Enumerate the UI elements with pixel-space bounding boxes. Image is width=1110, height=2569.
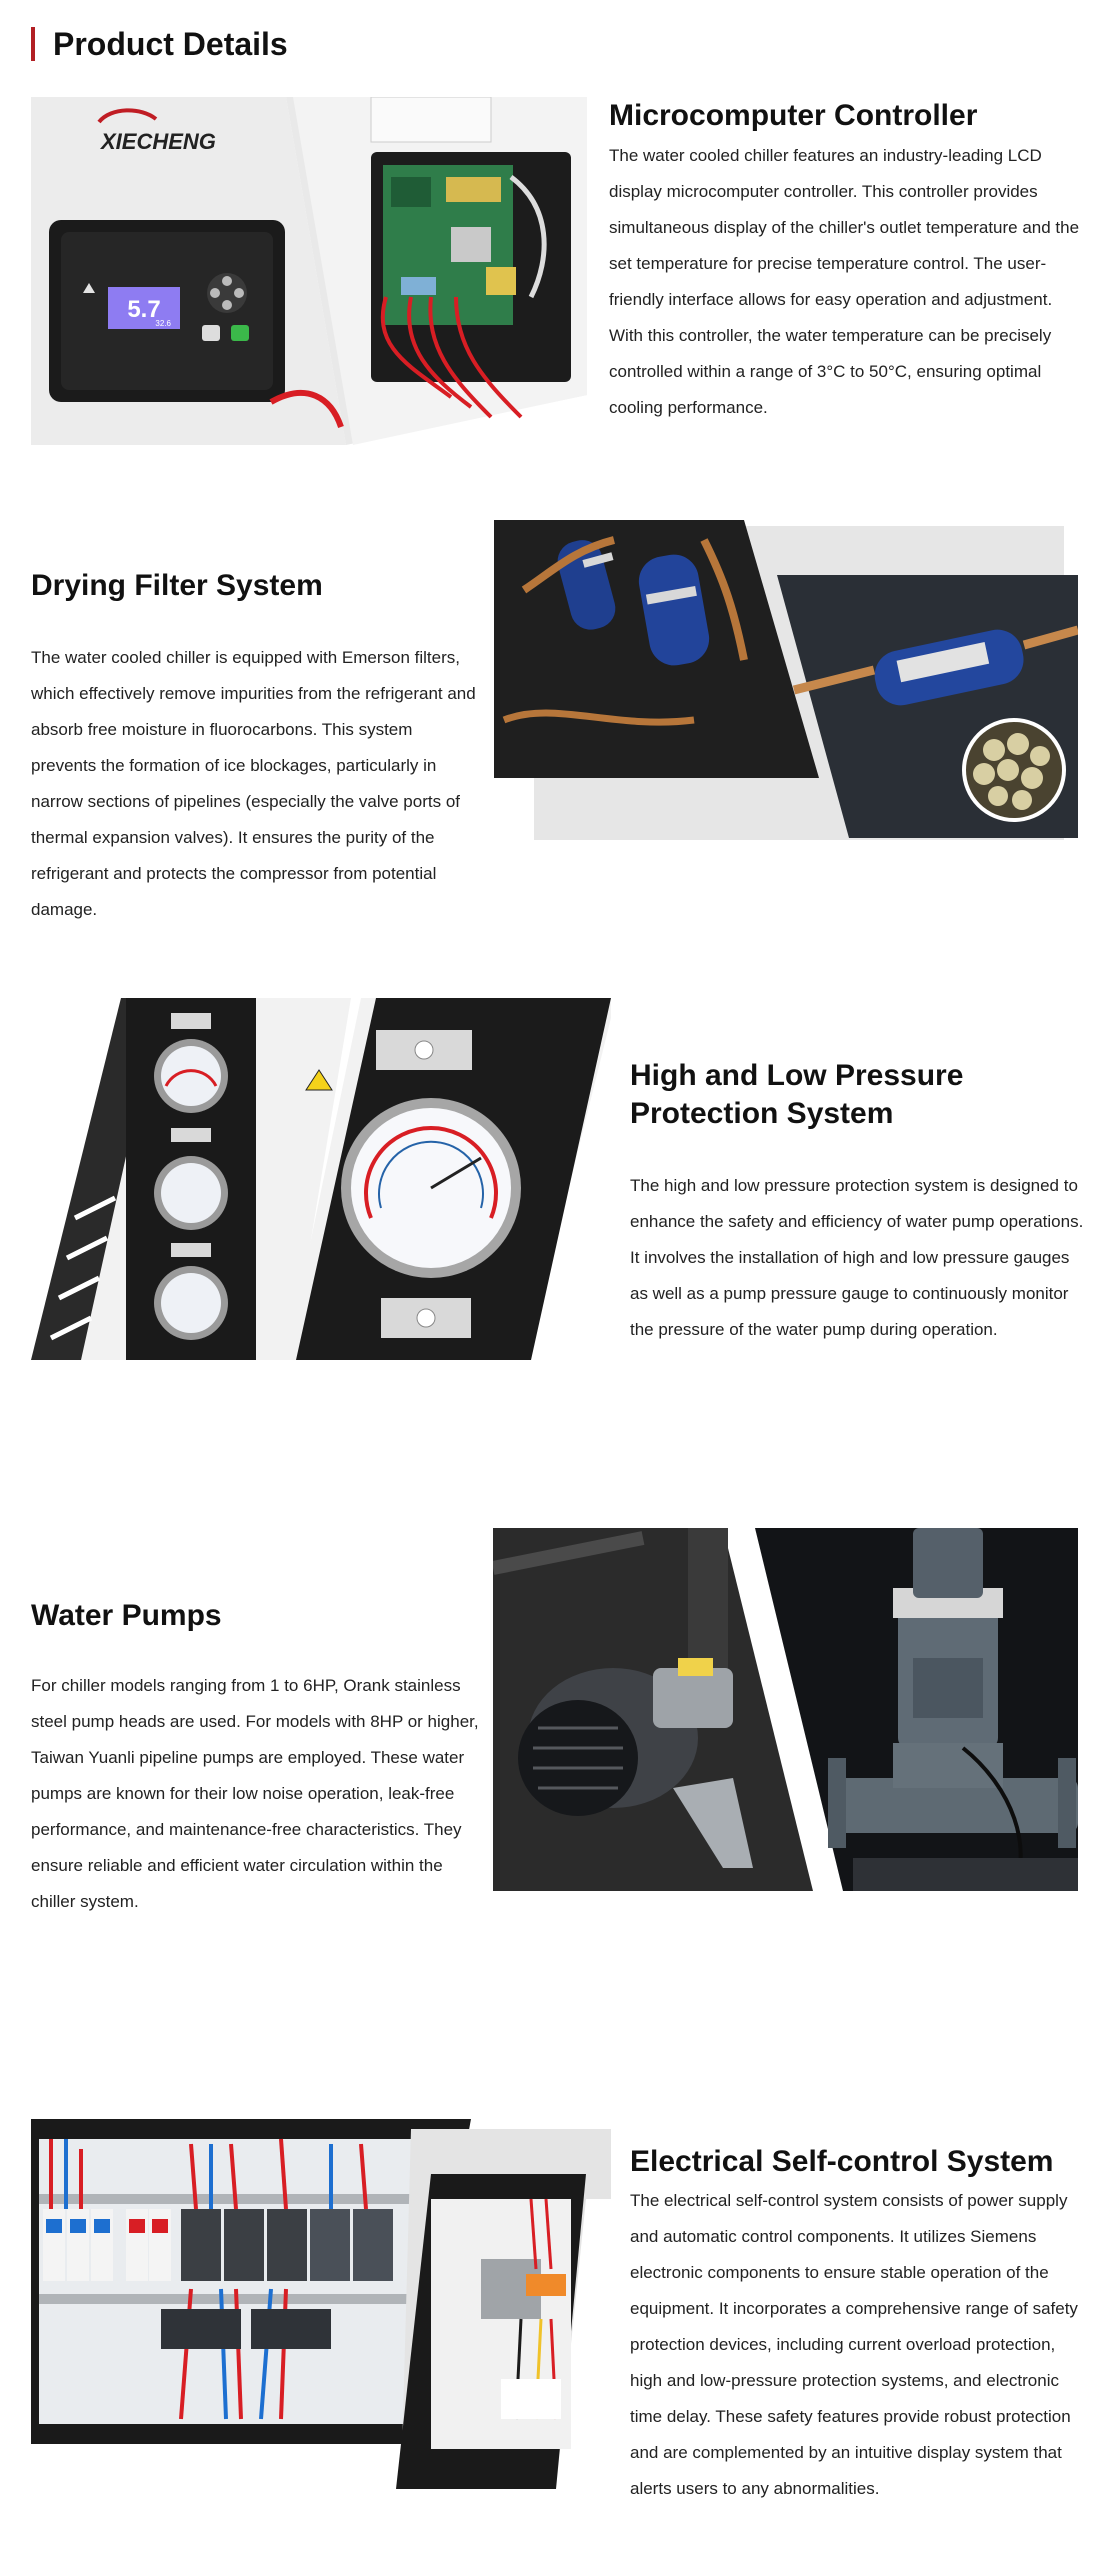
section-title-high-low-pressure-protection: High and Low Pressure Protection System [630,1059,964,1130]
section-text-high-low-pressure-protection: The high and low pressure protection system is designed to enhance the safety and efficiency of water pump operations. It involves the installation of high and low pressure gauges as well as a pump pressure gauge to continuously monitor the pressure of the water pump during operation. [630,1176,1084,1339]
section-title-drying-filter-system: Drying Filter System [31,569,323,602]
section-text-water-pumps: For chiller models ranging from 1 to 6HP, Orank stainless steel pump heads are used. For models with 8HP or higher, Taiwan Yuanli pipeline pumps are employed. These water pumps are known for their low noise operation, leak-free performance, and maintenance-free characteristics. They ensure reliable and efficient water circulation within the chiller system. [31,1676,479,1911]
svg-text:32.6: 32.6 [155,319,171,328]
page-header [31,26,288,62]
section-title-water-pumps: Water Pumps [31,1599,222,1632]
section-text-microcomputer-controller: The water cooled chiller features an industry-leading LCD display microcomputer controller. This controller provides simultaneous display of the chiller's outlet temperature and the set temperature for precise temperature control. The user-friendly interface allows for easy operation and adjustment. With this controller, the water temperature can be precisely controlled within a range of 3°C to 50°C, ensuring optimal cooling performance. [609,146,1080,417]
pressure-gauge-image [31,998,611,1360]
header-accent-bar [31,27,35,61]
electrical-control-image [31,2119,611,2489]
drying-filter-image [494,520,1078,844]
svg-text:XIECHENG: XIECHENG [101,129,216,154]
page-title: Product Details [53,25,288,62]
section-text-drying-filter-system: The water cooled chiller is equipped with Emerson filters, which effectively remove impurities from the refrigerant and absorb free moisture in fluorocarbons. This system prevents the formation of ice blockages, particularly in narrow sections of pipelines (especially the valve ports of thermal expansion valves). It ensures the purity of the refrigerant and protects the compressor from potential damage. [31,648,476,919]
controller-image [31,97,587,445]
section-text-electrical-self-control: The electrical self-control system consists of power supply and automatic control components. It utilizes Siemens electronic components to ensure stable operation of the equipment. It incorporates a comprehensive range of safety protection devices, including current overload protection, high and low-pressure protection systems, and electronic time delay. These safety features provide robust protection and are complemented by an intuitive display system that alerts users to any abnormalities. [630,2191,1078,2498]
section-title-microcomputer-controller: Microcomputer Controller [609,99,978,132]
svg-text:5.7: 5.7 [127,296,161,323]
water-pumps-image [493,1528,1078,1891]
section-title-electrical-self-control: Electrical Self-control System [630,2145,1054,2178]
